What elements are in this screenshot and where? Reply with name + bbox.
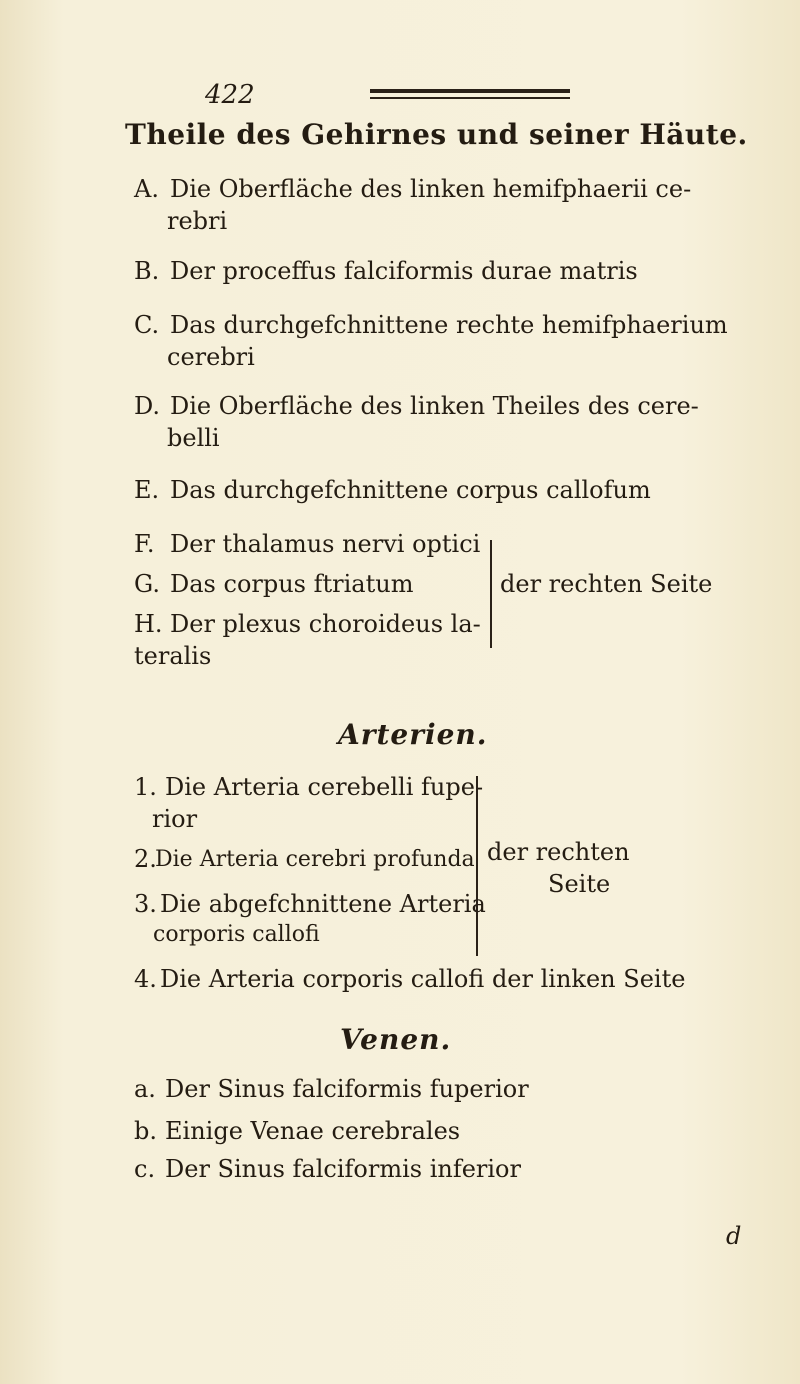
list-item-text-cont: teralis — [134, 642, 212, 670]
list-item-key: E. — [134, 476, 160, 504]
list-item-key: a. — [134, 1075, 156, 1103]
header-rule-top — [370, 89, 570, 93]
list-item-text: Die abgefchnittene Arteria — [160, 890, 486, 918]
list-item-text: Die Oberfläche des linken Theiles des cere- — [170, 392, 699, 420]
list-item-key: 4. — [134, 965, 157, 993]
page-number: 422 — [205, 80, 255, 110]
list-item-text: Der Sinus falciformis fuperior — [165, 1075, 529, 1103]
list-item-text: Das durchgefchnittene rechte hemifphaerium — [170, 311, 728, 339]
section-heading-arteries: Arterien. — [338, 718, 488, 751]
list-item-key: 1. — [134, 773, 157, 801]
list-item-key: B. — [134, 257, 160, 285]
header-rule-bottom — [370, 97, 570, 99]
list-item-text: Das durchgefchnittene corpus callofum — [170, 476, 651, 504]
list-item-text-cont: cerebri — [167, 343, 255, 371]
page-header: Theile des Gehirnes und seiner Häute. — [125, 118, 748, 151]
list-item-text: Der proceffus falciformis durae matris — [170, 257, 638, 285]
list-item-key: C. — [134, 311, 160, 339]
list-item-key: 2. — [134, 845, 157, 873]
list-item-text: Die Arteria cerebri profunda — [155, 847, 475, 872]
list-item-key: F. — [134, 530, 155, 558]
list-item-key: G. — [134, 570, 160, 598]
list-item-text: Der plexus choroideus la- — [170, 610, 481, 638]
brace-label: der rechten Seite — [500, 570, 713, 598]
section-heading-veins: Venen. — [340, 1023, 452, 1056]
curly-brace — [482, 540, 492, 648]
list-item-text: Der thalamus nervi optici — [170, 530, 481, 558]
list-item-key: c. — [134, 1155, 156, 1183]
list-item-text: Die Arteria corporis callofi der linken Seite — [160, 965, 686, 993]
brace-label-line1: der rechten — [487, 838, 630, 866]
list-item-key: D. — [134, 392, 161, 420]
list-item-key: A. — [134, 175, 159, 203]
brace-label-line2: Seite — [548, 870, 611, 898]
list-item-key: 3. — [134, 890, 157, 918]
list-item-text-cont: belli — [167, 424, 220, 452]
list-item-text-cont: rebri — [167, 207, 228, 235]
catchword: d — [726, 1222, 742, 1250]
list-item-text: Die Arteria cerebelli fupe- — [165, 773, 484, 801]
curly-brace — [468, 776, 478, 956]
list-item-text: Einige Venae cerebrales — [165, 1117, 461, 1145]
list-item-text: Das corpus ftriatum — [170, 570, 414, 598]
list-item-text-cont: rior — [152, 805, 198, 833]
list-item-key: H. — [134, 610, 163, 638]
list-item-key: b. — [134, 1117, 157, 1145]
list-item-text-cont: corporis callofi — [153, 922, 320, 947]
list-item-text: Die Oberfläche des linken hemifphaerii ce- — [170, 175, 692, 203]
list-item-text: Der Sinus falciformis inferior — [165, 1155, 521, 1183]
